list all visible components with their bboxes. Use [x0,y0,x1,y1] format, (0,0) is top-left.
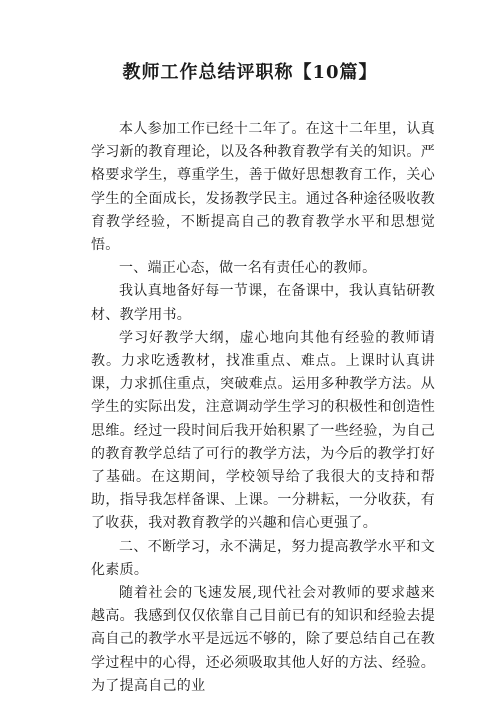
paragraph-continuous-learning: 随着社会的飞速发展,现代社会对教师的要求越来越高。我感到仅仅依靠自己目前已有的知识和经验去提高自己的教学水平是远远不够的，除了要总结自己在教学过程中的心得，还必须吸取其他人好的方法、经验。为了提高自己的业 [91,585,435,694]
paragraph-section-1-heading: 一、端正心态，做一名有责任心的教师。 [119,260,377,277]
paragraph-lesson-prep: 我认真地备好每一节课，在备课中，我认真钻研教材、教学用书。 [91,283,435,323]
paragraph-section-2-heading: 二、不断学习，永不满足，努力提高教学水平和文化素质。 [91,538,435,578]
paragraph-intro: 本人参加工作已经十二年了。在这十二年里，认真学习新的教育理论，以及各种教育教学有关的知识。严格要求学生，尊重学生，善于做好思想教育工作，关心学生的全面成长，发扬教学民主。通过各种途径吸收教育教学经验，不断提高自己的教育教学水平和思想觉悟。 [91,121,435,254]
paragraph-teaching-methods: 学习好教学大纲，虚心地向其他有经验的教师请教。力求吃透教材，找准重点、难点。上课时认真讲课，力求抓住重点，突破难点。运用多种教学方法。从学生的实际出发，注意调动学生学习的积极性和创造性思维。经过一段时间后我开始积累了一些经验，为自己的教育教学总结了可行的教学方法，为今后的教学打好了基础。在这期间，学校领导给了我很大的支持和帮助，指导我怎样备课、上课。一分耕耘，一分收获，有了收获，我对教育教学的兴趣和信心更强了。 [91,329,435,532]
document-title: 教师工作总结评职称【10篇】 [122,62,378,83]
document-body [91,118,435,698]
